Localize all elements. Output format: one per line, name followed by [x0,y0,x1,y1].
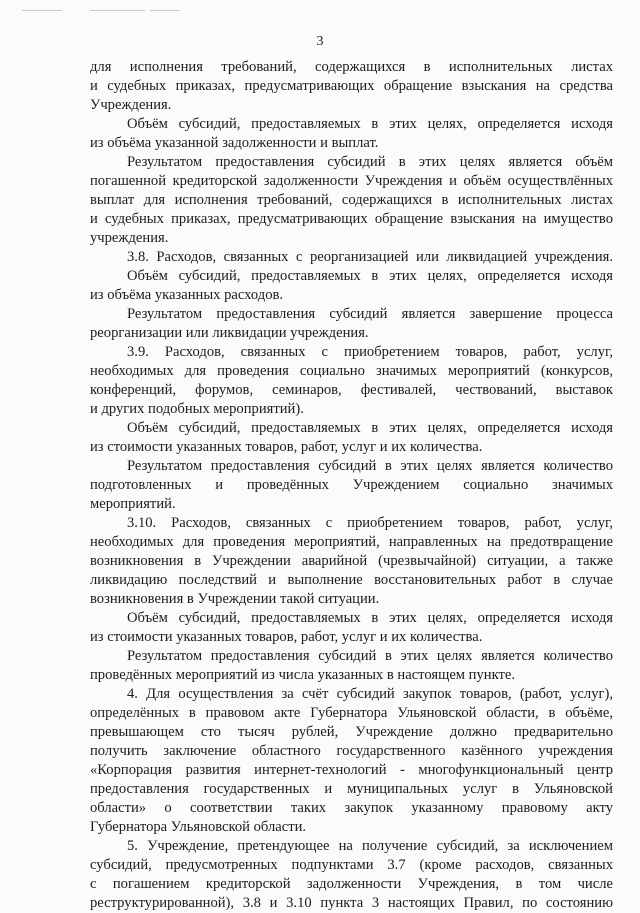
text-line: Объём субсидий, предоставляемых в этих целях, определяется исходя [127,116,613,132]
text-line: необходимых для проведения мероприятий, направленных на предотвращение [90,534,613,550]
text-line: необходимых для проведения социально значимых мероприятий (конкурсов, [90,363,613,379]
paragraph [90,685,613,837]
text-line: из стоимости указанных товаров, работ, услуг и их количества. [90,629,483,645]
paragraph [90,267,613,305]
paragraph [90,115,613,153]
text-line: 3.8. Расходов, связанных с реорганизацией или ликвидацией учреждения. [127,249,613,265]
text-line: и других подобных мероприятий). [90,401,304,417]
text-line: предоставления государственных и муниципальных услуг в Ульяновской [90,781,613,797]
text-line: из объёма указанных расходов. [90,287,284,303]
text-line: погашенной кредиторской задолженности Учреждения и объём осуществлённых [90,173,613,189]
text-line: подготовленных и проведённых Учреждением социально значимых [90,477,613,493]
text-line: превышающем сто тысяч рублей, Учреждение должно предварительно [90,724,613,740]
text-line: и судебных приказах, предусматривающих обращение взыскания на средства [90,78,613,94]
text-line: Учреждения. [90,97,172,113]
text-line: Объём субсидий, предоставляемых в этих целях, определяется исходя [127,420,613,436]
paragraph [90,305,613,343]
text-line: Результатом предоставления субсидий в этих целях является количество [127,458,613,474]
paragraph [90,837,613,913]
paragraph [90,514,613,609]
text-line: с погашением кредиторской задолженности Учреждения, в том числе [90,876,613,892]
text-line: Результатом предоставления субсидий в этих целях является количество [127,648,613,664]
text-line: «Корпорация развития интернет-технологий - многофункциональный центр [90,762,613,778]
text-line: учреждения. [90,230,169,246]
paragraph [90,343,613,419]
text-line: конференций, форумов, семинаров, фестивалей, чествований, выставок [90,382,613,398]
text-line: мероприятий. [90,496,176,512]
text-line: из стоимости указанных товаров, работ, услуг и их количества. [90,439,483,455]
paragraph [90,153,613,248]
text-line: реструктурированной), 3.8 и 3.10 пункта 3 настоящих Правил, по состоянию [90,895,613,911]
document-body [90,58,613,913]
page-number: 3 [316,34,324,49]
text-line: проведённых мероприятий из числа указанных в настоящем пункте. [90,667,515,683]
text-line: Губернатора Ульяновской области. [90,819,307,835]
text-line: реорганизации или ликвидации учреждения. [90,325,369,341]
text-line: возникновения в Учреждении такой ситуации. [90,591,380,607]
scan-artifact-line [150,10,180,11]
text-line: 4. Для осуществления за счёт субсидий закупок товаров, (работ, услуг), [127,686,613,702]
text-line: области» о соответствии таких закупок указанному правовому акту [90,800,613,816]
paragraph [90,419,613,457]
text-line: и судебных приказах, предусматривающих обращение взыскания на имущество [90,211,613,227]
scan-artifact-line [90,10,145,11]
paragraph [90,457,613,514]
text-line: из объёма указанной задолженности и выплат. [90,135,379,151]
scan-artifact-line [22,10,62,11]
paragraph [90,647,613,685]
text-line: 5. Учреждение, претендующее на получение субсидий, за исключением [127,838,613,854]
text-line: определённых в правовом акте Губернатора Ульяновской области, в объёме, [90,705,613,721]
text-line: субсидий, предусмотренных подпунктами 3.7 (кроме расходов, связанных [90,857,613,873]
text-line: 3.10. Расходов, связанных с приобретением товаров, работ, услуг, [127,515,613,531]
text-line: ликвидацию последствий и выполнение восстановительных работ в случае [90,572,613,588]
paragraph [90,609,613,647]
text-line: выплат для исполнения требований, содержащихся в исполнительных листах [90,192,613,208]
paragraph [90,248,613,267]
text-line: для исполнения требований, содержащихся в исполнительных листах [90,59,613,75]
paragraph [90,58,613,115]
text-line: возникновения в Учреждении аварийной (чрезвычайной) ситуации, а также [90,553,613,569]
text-line: Результатом предоставления субсидий в этих целях является объём [127,154,613,170]
text-line: Объём субсидий, предоставляемых в этих целях, определяется исходя [127,268,613,284]
text-line: получить заключение областного государственного казённого учреждения [90,743,613,759]
text-line: 3.9. Расходов, связанных с приобретением товаров, работ, услуг, [127,344,613,360]
text-line: Объём субсидий, предоставляемых в этих целях, определяется исходя [127,610,613,626]
text-line: Результатом предоставления субсидий является завершение процесса [127,306,613,322]
